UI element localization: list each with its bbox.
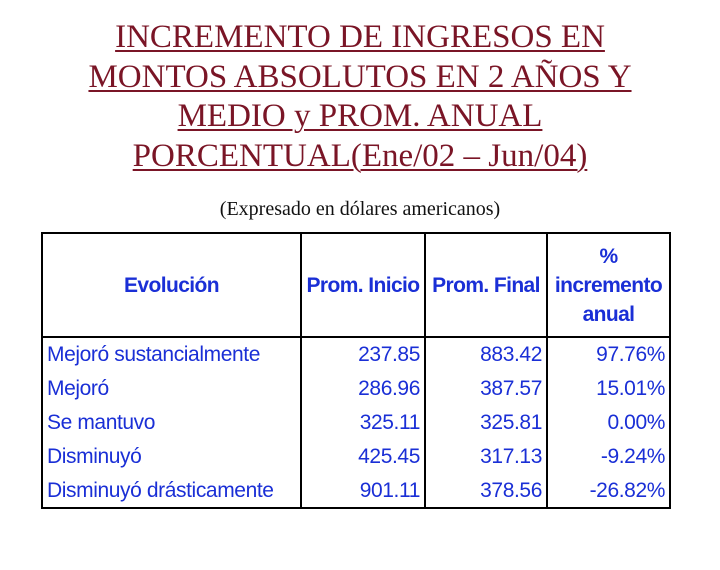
table-row <box>43 406 669 440</box>
cell-prom-final: 883.42 <box>425 337 547 372</box>
header-prom-inicio: Prom. Inicio <box>301 234 425 337</box>
table-row <box>43 337 669 372</box>
cell-prom-final: 317.13 <box>425 440 547 474</box>
cell-evolucion: Disminuyó <box>47 445 142 468</box>
cell-prom-inicio: 901.11 <box>301 474 425 508</box>
title-line-4: PORCENTUAL(Ene/02 – Jun/04) <box>132 137 588 174</box>
title-line-3: MEDIO y PROM. ANUAL <box>177 98 543 134</box>
page-title <box>20 18 700 176</box>
cell-evolucion: Mejoró <box>47 377 109 400</box>
header-pct-line-1: % <box>599 244 618 268</box>
cell-prom-inicio: 286.96 <box>301 372 425 406</box>
table-row <box>43 440 669 474</box>
table-row <box>43 474 669 508</box>
title-line-2: MONTOS ABSOLUTOS EN 2 AÑOS Y <box>88 58 632 95</box>
header-pct-line-2: incremento <box>554 273 663 297</box>
cell-prom-final: 378.56 <box>425 474 547 508</box>
cell-pct: 0.00% <box>547 406 669 440</box>
cell-evolucion: Disminuyó drásticamente <box>47 479 274 502</box>
subtitle: (Expresado en dólares americanos) <box>219 198 501 220</box>
header-prom-final: Prom. Final <box>425 234 547 337</box>
cell-prom-final: 325.81 <box>425 406 547 440</box>
header-pct-line-3: anual <box>582 302 635 326</box>
cell-pct: -26.82% <box>547 474 669 508</box>
table-row <box>43 372 669 406</box>
cell-pct: -9.24% <box>547 440 669 474</box>
header-pct-incremento <box>547 234 669 337</box>
cell-pct: 97.76% <box>547 337 669 372</box>
cell-pct: 15.01% <box>547 372 669 406</box>
income-table <box>41 232 671 509</box>
table-header-row <box>43 234 669 337</box>
income-table-grid <box>43 234 669 508</box>
title-line-1: INCREMENTO DE INGRESOS EN <box>115 19 605 55</box>
cell-prom-inicio: 425.45 <box>301 440 425 474</box>
cell-prom-inicio: 325.11 <box>301 406 425 440</box>
header-evolucion: Evolución <box>43 234 301 337</box>
cell-prom-inicio: 237.85 <box>301 337 425 372</box>
cell-evolucion: Se mantuvo <box>47 411 156 434</box>
cell-prom-final: 387.57 <box>425 372 547 406</box>
cell-evolucion: Mejoró sustancialmente <box>47 343 260 366</box>
